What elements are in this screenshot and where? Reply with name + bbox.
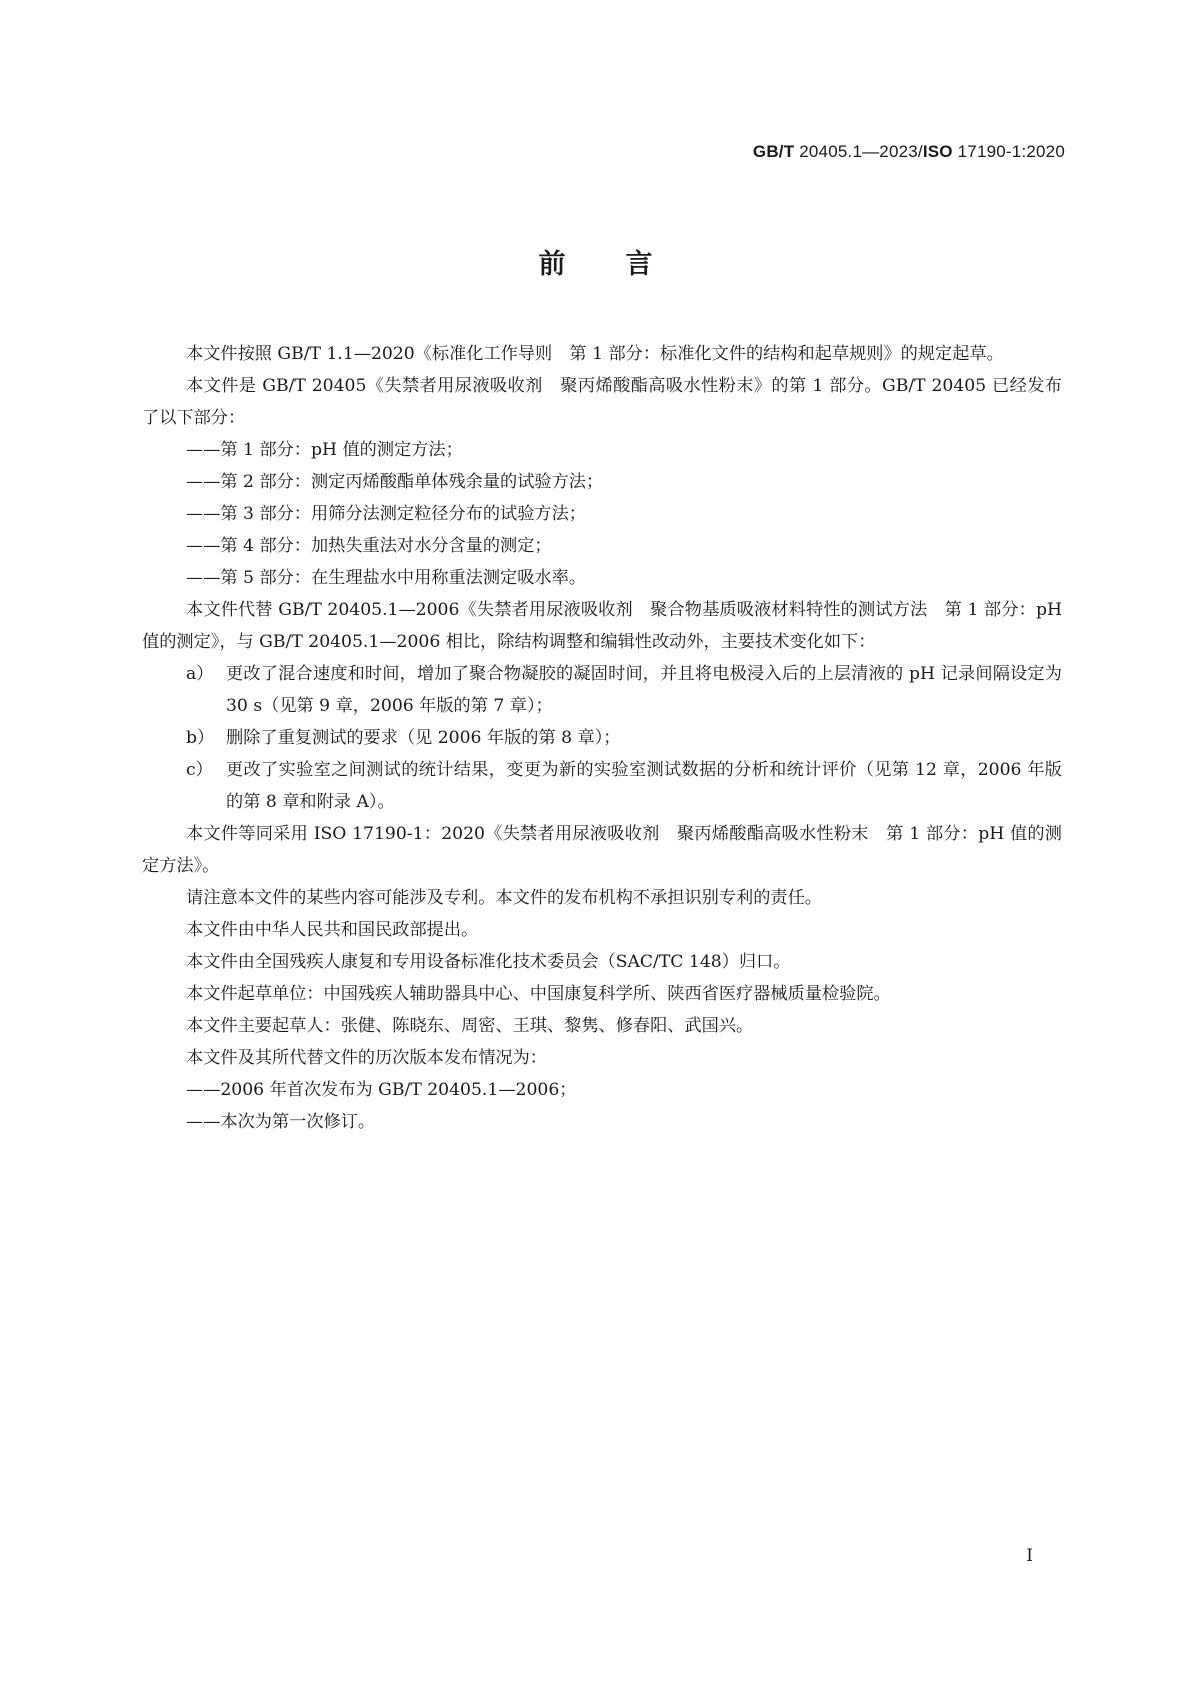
paragraph-part-info: 本文件是 GB/T 20405《失禁者用尿液吸收剂 聚丙烯酸酯高吸水性粉末》的第 1 部分。GB/T 20405 已经发布了以下部分： [142,376,1062,428]
paragraph-replaces: 本文件代替 GB/T 20405.1—2006《失禁者用尿液吸收剂 聚合物基质吸液材料特性的测试方法 第 1 部分：pH 值的测定》，与 GB/T 20405.1—2006 相比，除结构调整和编辑性改动外，主要技术变化如下： [142,600,1062,652]
page-number: I [1026,1546,1033,1566]
paragraph-committee: 本文件由全国残疾人康复和专用设备标准化技术委员会（SAC/TC 148）归口。 [186,952,791,972]
paragraph-adoption: 本文件等同采用 ISO 17190-1：2020《失禁者用尿液吸收剂 聚丙烯酸酯高吸水性粉末 第 1 部分：pH 值的测定方法》。 [142,824,1062,876]
list-item-part: ——第 3 部分：用筛分法测定粒径分布的试验方法； [186,504,586,524]
iso-number: 17190-1:2020 [952,142,1065,161]
list-item-change [142,754,1062,818]
list-item-part: ——第 1 部分：pH 值的测定方法； [186,440,463,460]
list-item-part: ——第 2 部分：测定丙烯酸酯单体残余量的试验方法； [186,472,604,492]
change-marker: b） [186,728,215,748]
change-text: 更改了混合速度和时间，增加了聚合物凝胶的凝固时间，并且将电极浸入后的上层清液的 pH 记录间隔设定为 30 s（见第 9 章，2006 年版的第 7 章）； [226,664,1062,716]
list-item-history: ——2006 年首次发布为 GB/T 20405.1—2006； [186,1080,577,1100]
standard-code [753,142,1065,162]
paragraph-history-intro: 本文件及其所代替文件的历次版本发布情况为： [186,1048,547,1068]
code-number: 20405.1—2023/ [794,142,923,161]
code-prefix: GB/T [752,142,795,161]
list-item-change [142,722,1062,754]
iso-prefix: ISO [922,142,953,161]
list-item-part: ——第 4 部分：加热失重法对水分含量的测定； [186,536,552,556]
change-marker: c） [186,760,213,780]
list-item-part: ——第 5 部分：在生理盐水中用称重法测定吸水率。 [186,568,586,588]
page-title: 前言 [538,249,713,280]
foreword-body [142,338,1062,1138]
paragraph-drafters: 本文件主要起草人：张健、陈晓东、周密、王琪、黎隽、修春阳、武国兴。 [186,1016,754,1036]
change-text: 更改了实验室之间测试的统计结果，变更为新的实验室测试数据的分析和统计评价（见第 12 章，2006 年版的第 8 章和附录 A）。 [226,760,1062,812]
change-marker: a） [186,664,214,684]
change-text: 删除了重复测试的要求（见 2006 年版的第 8 章）； [226,728,621,748]
list-item-history: ——本次为第一次修订。 [186,1112,376,1132]
paragraph-drafting-rules: 本文件按照 GB/T 1.1—2020《标准化工作导则 第 1 部分：标准化文件的结构和起草规则》的规定起草。 [186,344,1004,364]
list-item-change [142,658,1062,722]
paragraph-patent-notice: 请注意本文件的某些内容可能涉及专利。本文件的发布机构不承担识别专利的责任。 [186,888,822,908]
paragraph-drafting-units: 本文件起草单位：中国残疾人辅助器具中心、中国康复科学所、陕西省医疗器械质量检验院。 [186,984,891,1004]
paragraph-proposer: 本文件由中华人民共和国民政部提出。 [186,920,479,940]
